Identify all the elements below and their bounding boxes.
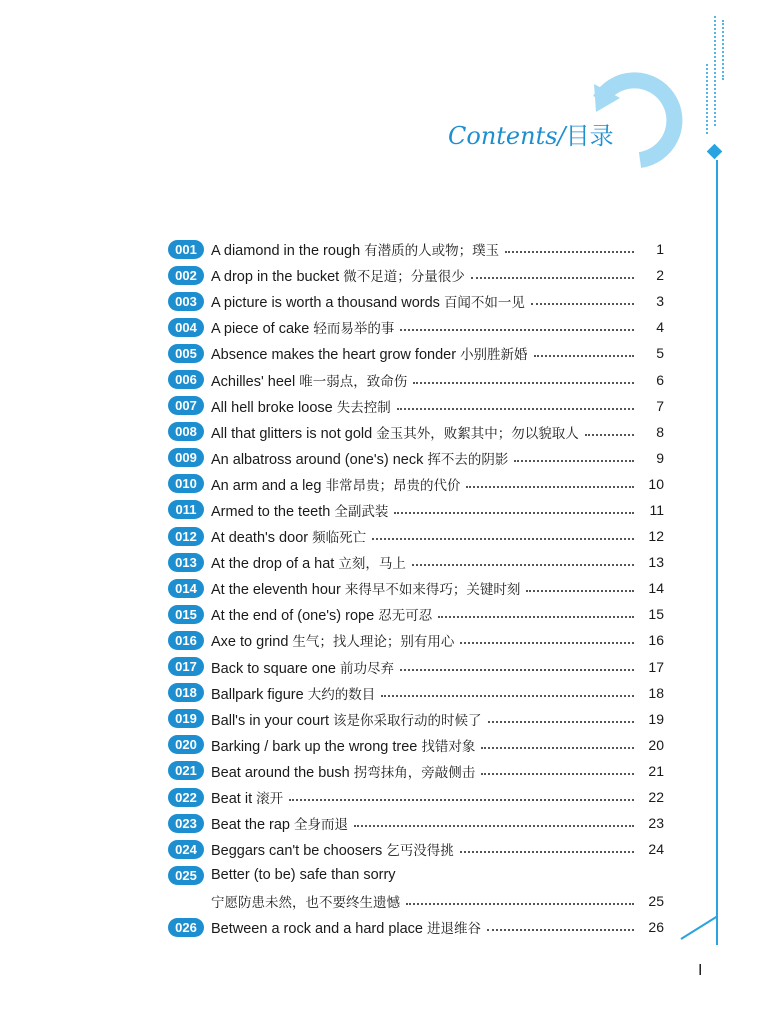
entry-text bbox=[211, 657, 394, 677]
toc-entry[interactable] bbox=[168, 262, 664, 288]
entry-chinese: 失去控制 bbox=[336, 399, 391, 416]
toc-entry[interactable] bbox=[168, 445, 664, 471]
toc-entry[interactable] bbox=[168, 549, 664, 575]
entry-chinese: 来得早不如来得巧；关键时刻 bbox=[344, 582, 521, 599]
entry-chinese: 金玉其外，败絮其中；勿以貌取人 bbox=[376, 425, 579, 442]
entry-english: Absence makes the heart grow fonder bbox=[211, 347, 461, 364]
entry-text bbox=[211, 422, 579, 442]
entry-text bbox=[211, 630, 454, 650]
entry-chinese: 大约的数目 bbox=[307, 686, 376, 703]
entry-page-number: 19 bbox=[648, 710, 664, 727]
entry-number-badge: 016 bbox=[168, 631, 204, 650]
entry-chinese: 有潜质的人或物；璞玉 bbox=[364, 243, 500, 260]
entry-english: Ballpark figure bbox=[211, 686, 308, 703]
toc-entry[interactable] bbox=[168, 654, 664, 680]
entry-chinese: 全副武装 bbox=[334, 503, 389, 520]
entry-chinese: 微不足道；分量很少 bbox=[343, 269, 465, 286]
dot-leader bbox=[394, 512, 634, 514]
entry-number-badge: 012 bbox=[168, 527, 204, 546]
entry-text bbox=[211, 709, 482, 729]
entry-number-badge: 021 bbox=[168, 761, 204, 780]
toc-entry[interactable] bbox=[168, 575, 664, 601]
toc-entry[interactable] bbox=[168, 288, 664, 314]
entry-number-badge: 019 bbox=[168, 709, 204, 728]
entry-english: All that glitters is not gold bbox=[211, 425, 377, 442]
entry-english: Armed to the teeth bbox=[211, 503, 335, 520]
toc-entry[interactable] bbox=[168, 523, 664, 549]
dot-leader bbox=[460, 851, 634, 853]
entry-english: An arm and a leg bbox=[211, 477, 326, 494]
entry-number-badge: 014 bbox=[168, 579, 204, 598]
page-number: I bbox=[698, 962, 703, 979]
dot-leader bbox=[487, 929, 634, 931]
entry-chinese: 乞丐没得挑 bbox=[386, 843, 454, 860]
entry-number-badge: 018 bbox=[168, 683, 204, 702]
entry-page-number: 21 bbox=[648, 762, 664, 779]
dotted-line-decoration bbox=[714, 16, 716, 126]
entry-text bbox=[211, 265, 465, 285]
entry-chinese: 进退维谷 bbox=[427, 921, 482, 938]
entry-chinese: 拐弯抹角，旁敲侧击 bbox=[353, 764, 476, 781]
dot-leader bbox=[585, 434, 634, 436]
entry-english: A diamond in the rough bbox=[211, 243, 365, 260]
entry-text bbox=[211, 867, 396, 883]
entry-text bbox=[211, 239, 499, 259]
diagonal-rule bbox=[680, 916, 717, 940]
entry-text bbox=[211, 317, 394, 337]
entry-number-badge: 024 bbox=[168, 840, 204, 859]
entry-page-number: 9 bbox=[656, 449, 664, 466]
entry-page-number: 1 bbox=[656, 241, 664, 258]
entry-chinese: 轻而易举的事 bbox=[313, 321, 395, 338]
toc-entry[interactable] bbox=[168, 680, 664, 706]
toc-entry[interactable] bbox=[168, 393, 664, 419]
toc-entry[interactable] bbox=[168, 706, 664, 732]
entry-chinese: 滚开 bbox=[256, 791, 284, 808]
entry-page-number: 6 bbox=[656, 371, 664, 388]
entry-page-number: 25 bbox=[648, 893, 664, 910]
entry-text bbox=[211, 735, 475, 755]
dot-leader bbox=[481, 773, 634, 775]
entry-number-badge: 007 bbox=[168, 396, 204, 415]
entry-page-number: 22 bbox=[648, 789, 664, 806]
dot-leader bbox=[505, 251, 634, 253]
entry-text bbox=[211, 448, 508, 468]
entry-number-badge: 004 bbox=[168, 318, 204, 337]
entry-number-badge: 002 bbox=[168, 266, 204, 285]
toc-entry[interactable] bbox=[168, 471, 664, 497]
toc-entry[interactable] bbox=[168, 862, 664, 888]
entry-chinese: 宁愿防患未然，也不要终生遗憾 bbox=[211, 895, 400, 912]
entry-page-number: 20 bbox=[648, 736, 664, 753]
dot-leader bbox=[413, 382, 634, 384]
entry-number-badge: 003 bbox=[168, 292, 204, 311]
entry-english: A picture is worth a thousand words bbox=[211, 295, 444, 312]
entry-text bbox=[211, 761, 475, 781]
entry-number-badge: 020 bbox=[168, 735, 204, 754]
dot-leader bbox=[531, 303, 634, 305]
entry-chinese: 挥不去的阴影 bbox=[427, 451, 509, 468]
dot-leader bbox=[400, 329, 634, 331]
entry-page-number: 11 bbox=[649, 501, 664, 518]
entry-text bbox=[211, 500, 388, 520]
page-title-english: Contents/ bbox=[448, 122, 566, 150]
entry-page-number: 15 bbox=[648, 606, 664, 623]
entry-number-badge: 010 bbox=[168, 474, 204, 493]
entry-number-badge: 017 bbox=[168, 657, 204, 676]
dot-leader bbox=[460, 642, 634, 644]
entry-page-number: 5 bbox=[656, 345, 664, 362]
entry-page-number: 13 bbox=[648, 554, 664, 571]
dot-leader bbox=[526, 590, 634, 592]
entry-number-badge: 022 bbox=[168, 788, 204, 807]
entry-page-number: 3 bbox=[656, 293, 664, 310]
entry-number-badge: 015 bbox=[168, 605, 204, 624]
entry-page-number: 24 bbox=[648, 841, 664, 858]
entry-english: Axe to grind bbox=[211, 634, 293, 651]
vertical-rule bbox=[716, 160, 718, 945]
dotted-line-decoration bbox=[722, 20, 724, 80]
toc-entry[interactable] bbox=[168, 836, 664, 862]
entry-text bbox=[211, 343, 528, 363]
toc-entry[interactable] bbox=[168, 810, 664, 836]
entry-number-badge: 013 bbox=[168, 553, 204, 572]
entry-chinese: 忍无可忍 bbox=[378, 608, 433, 625]
entry-text bbox=[211, 787, 283, 807]
entry-text bbox=[211, 474, 460, 494]
entry-text bbox=[211, 604, 432, 624]
entry-english: A piece of cake bbox=[211, 321, 314, 338]
entry-english: A drop in the bucket bbox=[211, 269, 344, 286]
toc-entry[interactable] bbox=[168, 236, 664, 262]
dot-leader bbox=[400, 669, 634, 671]
entry-page-number: 8 bbox=[656, 423, 664, 440]
entry-text bbox=[211, 813, 348, 833]
entry-text bbox=[211, 578, 520, 598]
entry-number-badge bbox=[168, 892, 204, 911]
entry-english: All hell broke loose bbox=[211, 399, 337, 416]
entry-page-number: 23 bbox=[648, 815, 664, 832]
dot-leader bbox=[406, 903, 634, 905]
entry-page-number: 4 bbox=[656, 319, 664, 336]
entry-text bbox=[211, 370, 407, 390]
dot-leader bbox=[466, 486, 634, 488]
entry-english: Beggars can't be choosers bbox=[211, 843, 387, 860]
toc-entry[interactable] bbox=[168, 758, 664, 784]
entry-page-number: 17 bbox=[648, 658, 664, 675]
entry-text bbox=[211, 291, 525, 311]
toc-entry[interactable] bbox=[168, 784, 664, 810]
entry-page-number: 16 bbox=[648, 632, 664, 649]
dot-leader bbox=[397, 408, 634, 410]
dot-leader bbox=[488, 721, 634, 723]
dot-leader bbox=[438, 616, 634, 618]
entry-chinese: 立刻，马上 bbox=[338, 556, 406, 573]
entry-page-number: 10 bbox=[648, 475, 664, 492]
dot-leader bbox=[471, 277, 634, 279]
entry-chinese: 唯一弱点，致命伤 bbox=[299, 373, 408, 390]
entry-page-number: 18 bbox=[648, 684, 664, 701]
entry-english: Back to square one bbox=[211, 660, 340, 677]
entry-number-badge: 025 bbox=[168, 866, 204, 885]
entry-chinese: 该是你采取行动的时候了 bbox=[333, 712, 482, 729]
table-of-contents bbox=[168, 236, 664, 941]
entry-chinese: 全身而退 bbox=[294, 817, 349, 834]
entry-chinese: 小别胜新婚 bbox=[460, 347, 528, 364]
entry-text bbox=[211, 396, 391, 416]
entry-english: Beat the rap bbox=[211, 817, 295, 834]
toc-entry[interactable] bbox=[168, 314, 664, 340]
entry-english: Between a rock and a hard place bbox=[211, 921, 428, 938]
toc-entry[interactable] bbox=[168, 914, 664, 940]
toc-entry[interactable] bbox=[168, 732, 664, 758]
toc-entry[interactable] bbox=[168, 340, 664, 366]
entry-page-number: 14 bbox=[648, 580, 664, 597]
entry-number-badge: 005 bbox=[168, 344, 204, 363]
entry-english: Barking / bark up the wrong tree bbox=[211, 738, 422, 755]
entry-english: An albatross around (one's) neck bbox=[211, 451, 428, 468]
entry-english: At the eleventh hour bbox=[211, 582, 345, 599]
entry-english: Beat it bbox=[211, 791, 257, 808]
dot-leader bbox=[381, 695, 634, 697]
toc-entry[interactable] bbox=[168, 366, 664, 392]
entry-english: Ball's in your court bbox=[211, 712, 334, 729]
dot-leader bbox=[354, 825, 634, 827]
entry-english: Better (to be) safe than sorry bbox=[211, 867, 396, 884]
entry-page-number: 26 bbox=[648, 919, 664, 936]
entry-page-number: 2 bbox=[656, 267, 664, 284]
dot-leader bbox=[289, 799, 634, 801]
entry-chinese: 百闻不如一见 bbox=[443, 295, 525, 312]
entry-english: At the end of (one's) rope bbox=[211, 608, 379, 625]
toc-entry[interactable] bbox=[168, 627, 664, 653]
entry-number-badge: 011 bbox=[168, 500, 204, 519]
circular-arrow-decoration bbox=[0, 0, 768, 220]
dot-leader bbox=[372, 538, 634, 540]
entry-text bbox=[211, 526, 366, 546]
toc-entry[interactable] bbox=[168, 419, 664, 445]
dot-leader bbox=[534, 355, 634, 357]
entry-page-number: 12 bbox=[648, 528, 664, 545]
toc-entry[interactable] bbox=[168, 888, 664, 914]
entry-english: At death's door bbox=[211, 530, 313, 547]
dotted-line-decoration bbox=[706, 64, 708, 134]
entry-text bbox=[211, 683, 375, 703]
entry-english: At the drop of a hat bbox=[211, 556, 339, 573]
entry-english: Beat around the bush bbox=[211, 764, 354, 781]
entry-number-badge: 023 bbox=[168, 814, 204, 833]
entry-page-number: 7 bbox=[656, 397, 664, 414]
entry-chinese: 找错对象 bbox=[421, 738, 476, 755]
dot-leader bbox=[514, 460, 634, 462]
entry-text bbox=[211, 552, 406, 572]
page-title-chinese: 目录 bbox=[565, 122, 614, 150]
page-title bbox=[448, 116, 614, 151]
entry-number-badge: 001 bbox=[168, 240, 204, 259]
entry-number-badge: 008 bbox=[168, 422, 204, 441]
entry-text bbox=[211, 891, 400, 911]
entry-chinese: 前功尽弃 bbox=[339, 660, 394, 677]
entry-text bbox=[211, 839, 454, 859]
entry-text bbox=[211, 917, 481, 937]
entry-chinese: 生气；找人理论；别有用心 bbox=[292, 634, 455, 651]
entry-number-badge: 026 bbox=[168, 918, 204, 937]
toc-entry[interactable] bbox=[168, 497, 664, 523]
entry-chinese: 频临死亡 bbox=[312, 530, 367, 547]
dot-leader bbox=[412, 564, 634, 566]
entry-english: Achilles' heel bbox=[211, 373, 300, 390]
entry-number-badge: 006 bbox=[168, 370, 204, 389]
entry-chinese: 非常昂贵；昂贵的代价 bbox=[325, 477, 461, 494]
entry-number-badge: 009 bbox=[168, 448, 204, 467]
dot-leader bbox=[481, 747, 634, 749]
toc-entry[interactable] bbox=[168, 601, 664, 627]
